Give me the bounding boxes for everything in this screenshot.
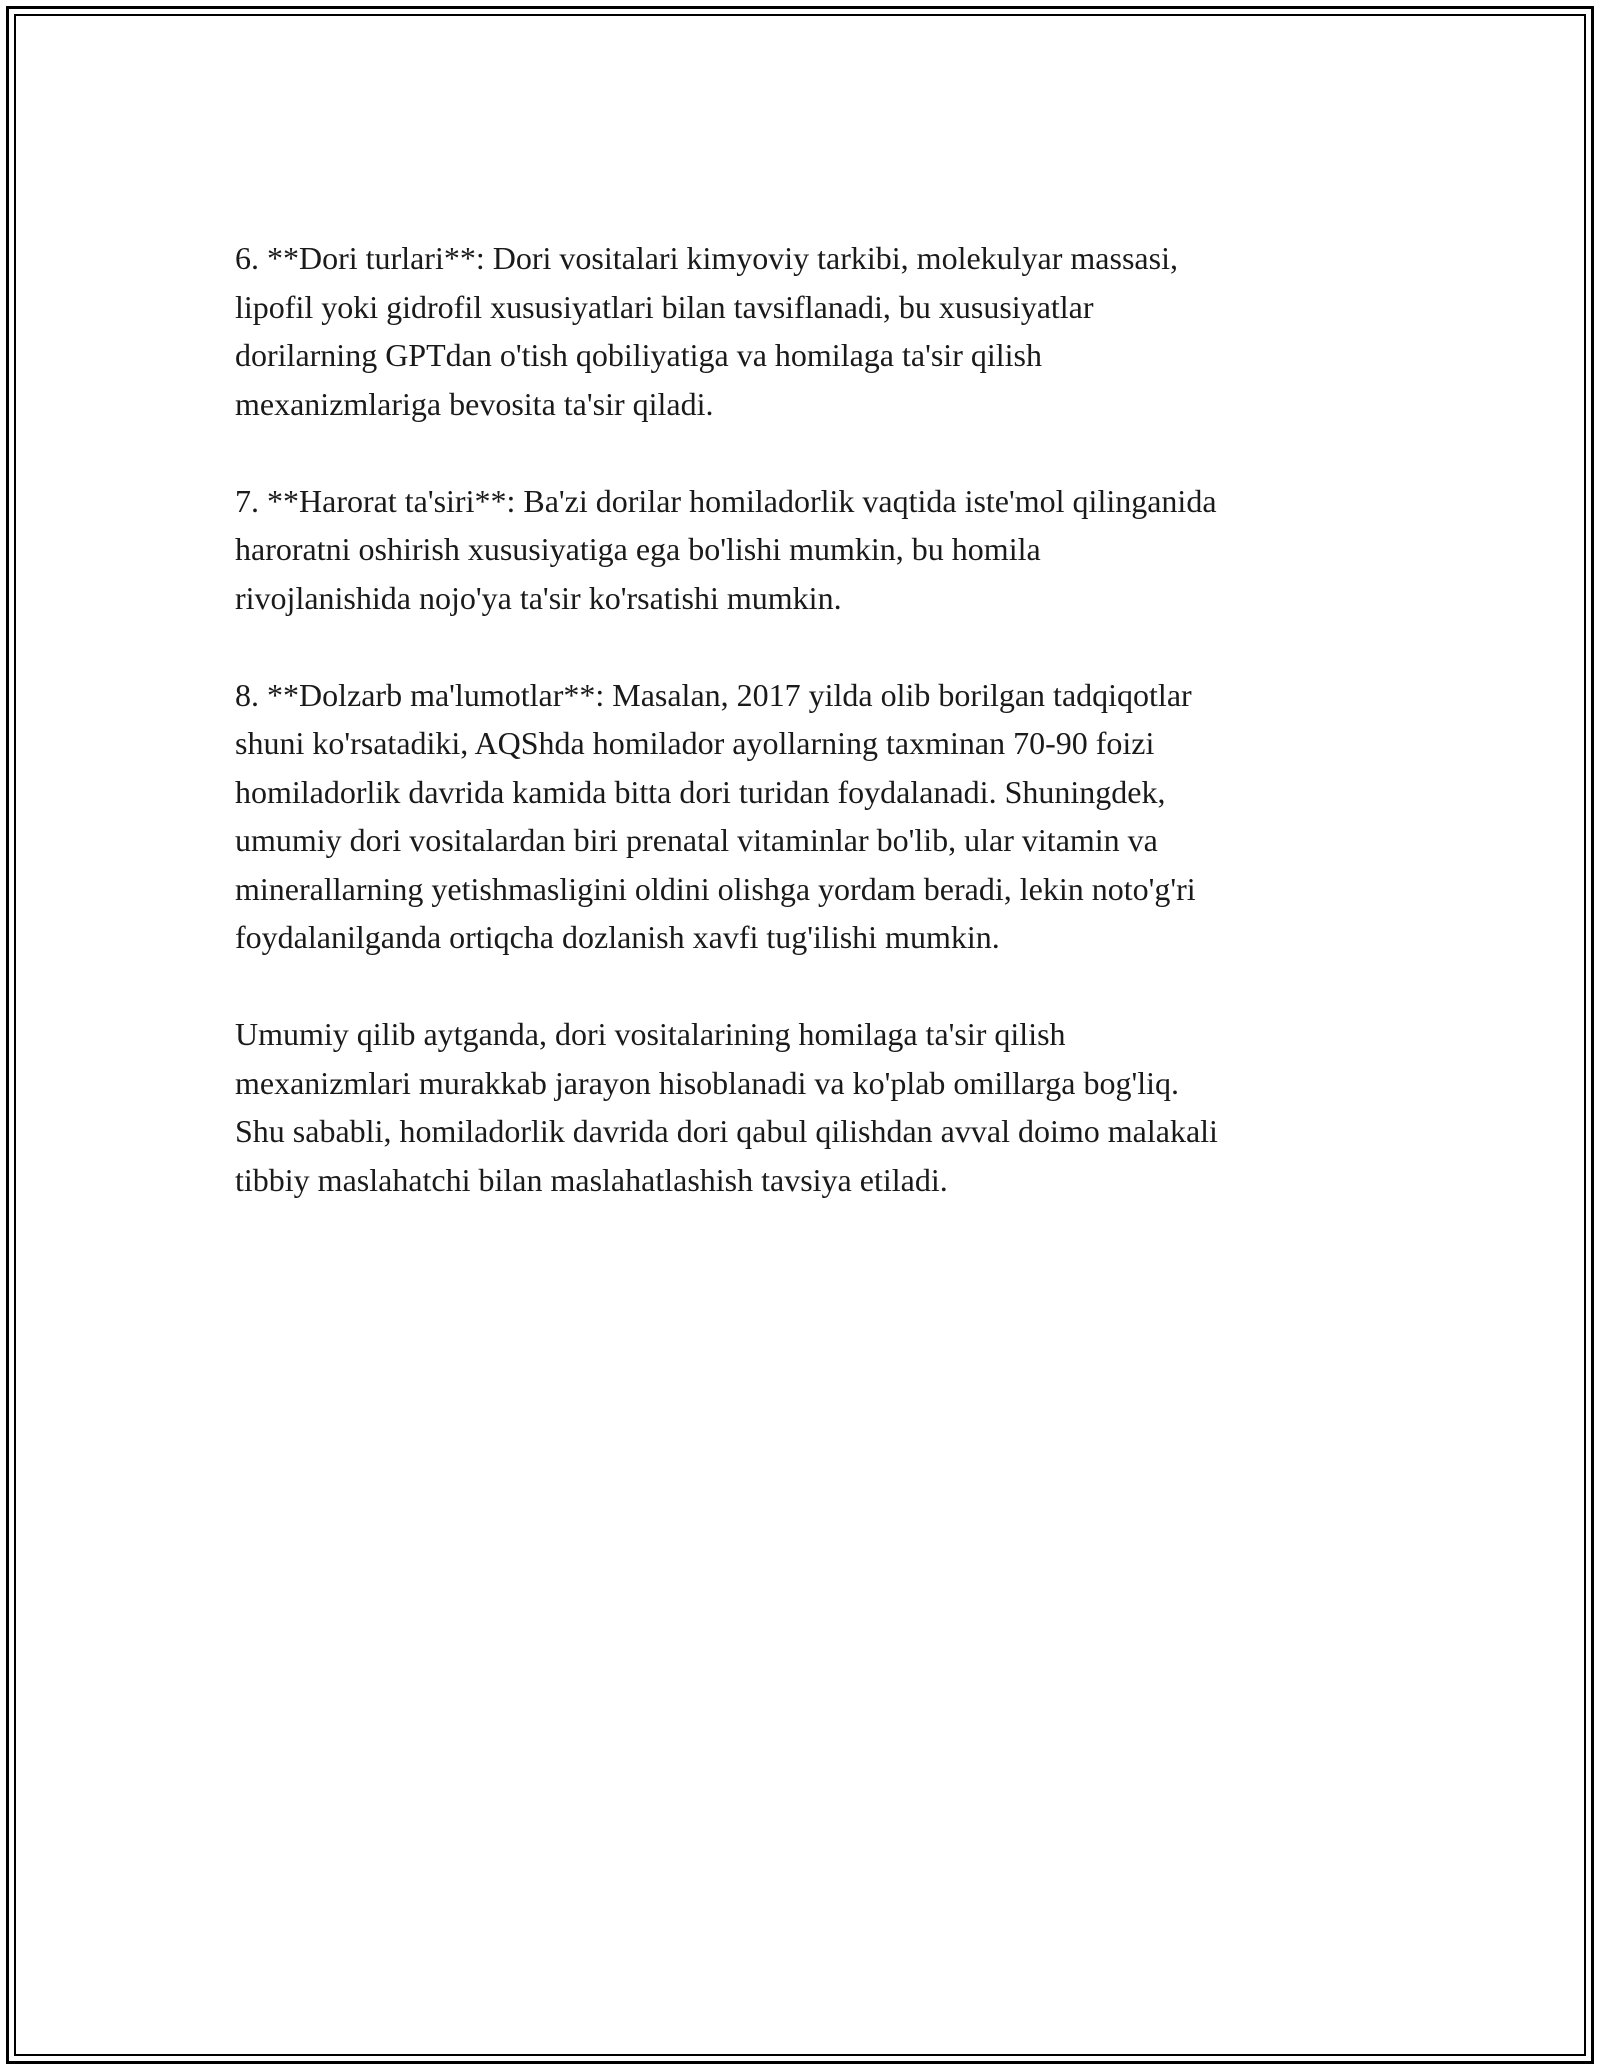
- text-line: umumiy dori vositalardan biri prenatal vitaminlar bo'lib, ular vitamin va: [235, 822, 1158, 858]
- text-line: Shu sababli, homiladorlik davrida dori qabul qilishdan avval doimo malakali: [235, 1113, 1218, 1149]
- text-line: 7. **Harorat ta'siri**: Ba'zi dorilar homiladorlik vaqtida iste'mol qilinganida: [235, 482, 1217, 519]
- text-line: mexanizmlari murakkab jarayon hisoblanadi va ko'plab omillarga bog'liq.: [235, 1064, 1180, 1101]
- text-line: rivojlanishida nojo'ya ta'sir ko'rsatishi mumkin.: [235, 579, 842, 616]
- document-body: [235, 234, 1395, 1253]
- text-line: dorilarning GPTdan o'tish qobiliyatiga va homilaga ta'sir qilish: [235, 337, 1042, 373]
- text-line: haroratni oshirish xususiyatiga ega bo'lishi mumkin, bu homila: [235, 531, 1041, 567]
- text-line: 6. **Dori turlari**: Dori vositalari kimyoviy tarkibi, molekulyar massasi,: [235, 240, 1178, 276]
- paragraph-dolzarb-malumotlar: [235, 671, 1395, 962]
- text-line: homiladorlik davrida kamida bitta dori turidan foydalanadi. Shuningdek,: [235, 773, 1166, 810]
- text-line: Umumiy qilib aytganda, dori vositalarining homilaga ta'sir qilish: [235, 1016, 1066, 1052]
- text-line: mexanizmlariga bevosita ta'sir qiladi.: [235, 385, 714, 422]
- paragraph-conclusion: [235, 1010, 1395, 1204]
- text-line: tibbiy maslahatchi bilan maslahatlashish tavsiya etiladi.: [235, 1161, 948, 1198]
- paragraph-dori-turlari: [235, 234, 1395, 428]
- paragraph-harorat-tasiri: [235, 477, 1395, 623]
- text-line: shuni ko'rsatadiki, AQShda homilador ayollarning taxminan 70-90 foizi: [235, 725, 1155, 761]
- text-line: lipofil yoki gidrofil xususiyatlari bilan tavsiflanadi, bu xususiyatlar: [235, 288, 1094, 325]
- text-line: minerallarning yetishmasligini oldini olishga yordam beradi, lekin noto'g'ri: [235, 870, 1196, 907]
- text-line: foydalanilganda ortiqcha dozlanish xavfi tug'ilishi mumkin.: [235, 919, 1000, 955]
- text-line: 8. **Dolzarb ma'lumotlar**: Masalan, 2017 yilda olib borilgan tadqiqotlar: [235, 676, 1192, 713]
